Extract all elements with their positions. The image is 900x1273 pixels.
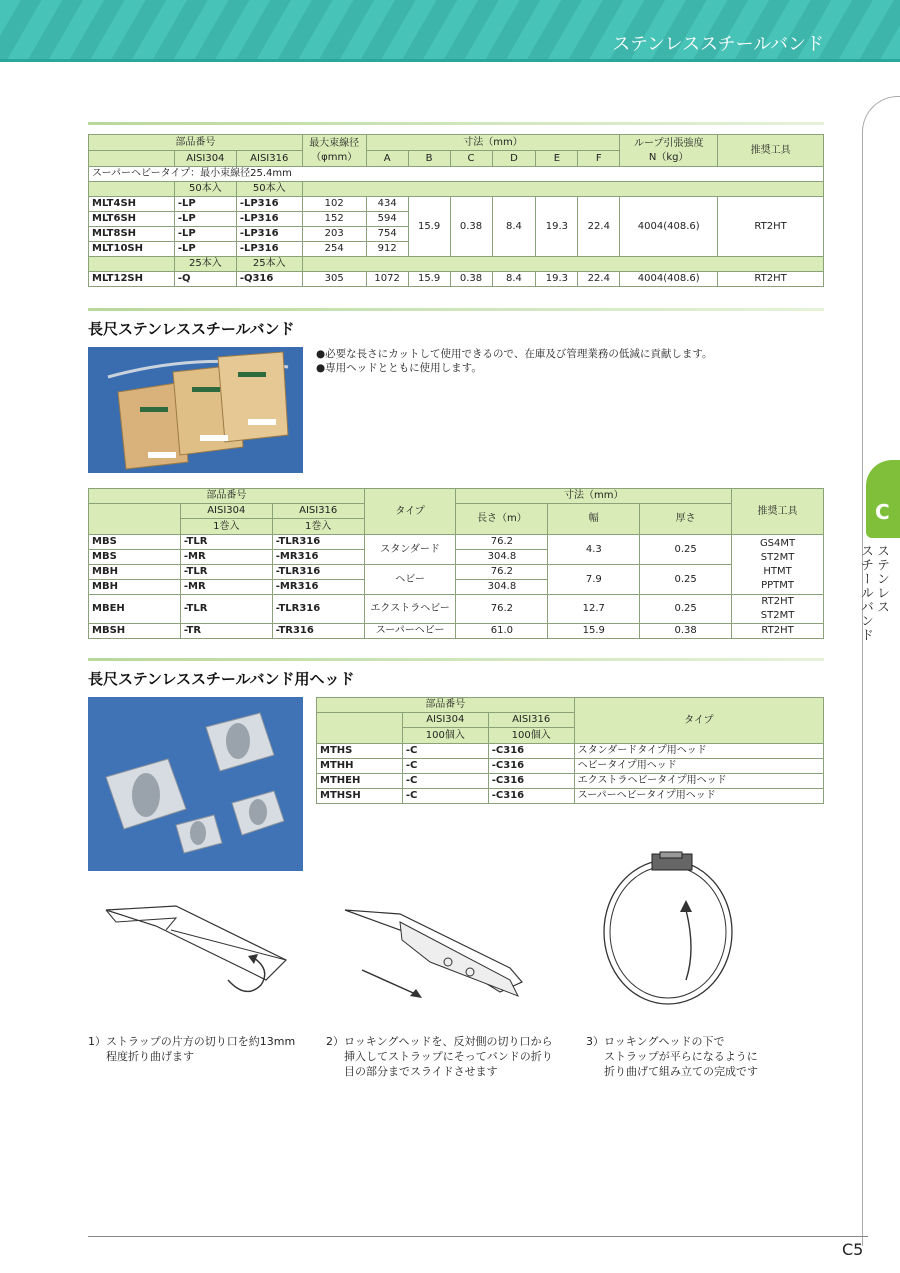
th3-aisi316: AISI316 bbox=[488, 713, 574, 728]
section-tab-letter: C bbox=[875, 500, 890, 524]
th-maxdia: 最大束線径 （φmm） bbox=[302, 135, 366, 167]
spec-table-2 bbox=[88, 488, 824, 639]
th2-part: 部品番号 bbox=[89, 489, 365, 504]
table-row: MLT8SH -LP -LP316 203 754 bbox=[89, 227, 824, 242]
divider-3 bbox=[88, 658, 824, 661]
sidebar-frame bbox=[862, 96, 900, 1246]
table-row: MLT4SH -LP -LP316 102 434 15.9 0.38 8.4 19.3 22.4 4004(408.6) RT2HT bbox=[89, 197, 824, 212]
th-dim-d: D bbox=[492, 151, 536, 167]
table-row: MLT10SH -LP -LP316 254 912 bbox=[89, 242, 824, 257]
pack1-316: 50本入 bbox=[236, 182, 302, 197]
th3-aisi304: AISI304 bbox=[402, 713, 488, 728]
type-note: スーパーヘビータイプ：最小束線径25.4mm bbox=[89, 167, 824, 182]
th-dim-a: A bbox=[366, 151, 408, 167]
table-row: MBSH -TR -TR316 スーパーヘビー 61.0 15.9 0.38 RT2HT bbox=[89, 624, 824, 639]
spec-table-1 bbox=[88, 134, 824, 287]
th3-type: タイプ bbox=[574, 698, 823, 744]
th2-pack304: 1巻入 bbox=[180, 519, 272, 535]
bullet-2: ●専用ヘッドとともに使用します。 bbox=[316, 362, 482, 374]
th2-aisi304: AISI304 bbox=[180, 504, 272, 519]
th-dim: 寸法（mm） bbox=[366, 135, 620, 151]
section-tab[interactable] bbox=[866, 460, 900, 538]
th-aisi316: AISI316 bbox=[236, 151, 302, 167]
th-dim-b: B bbox=[408, 151, 450, 167]
th2-len: 長さ（m） bbox=[456, 504, 548, 535]
step1-caption: 1）ストラップの片方の切り口を約13mm 程度折り曲げます bbox=[88, 1035, 296, 1063]
step2-caption: 2）ロッキングヘッドを、反対側の切り口から 挿入してストラップにそってバンドの折り 目の部分までスライドさせます bbox=[326, 1035, 553, 1078]
section2-title: 長尺ステンレススチールバンド bbox=[88, 320, 295, 338]
table-row: MTHSH -C -C316 スーパーヘビータイプ用ヘッド bbox=[317, 789, 824, 804]
table-row: MTHS -C -C316 スタンダードタイプ用ヘッド bbox=[317, 744, 824, 759]
th-dim-c: C bbox=[450, 151, 492, 167]
th-dim-f: F bbox=[578, 151, 620, 167]
th2-dim: 寸法（mm） bbox=[456, 489, 732, 504]
section2-bullets bbox=[316, 347, 713, 375]
divider-2 bbox=[88, 308, 824, 311]
side-label-1: ステンレス bbox=[874, 544, 889, 614]
pack2-316: 25本入 bbox=[236, 257, 302, 272]
table-row: MBS -TLR -TLR316 スタンダード 76.2 4.3 0.25 GS4MT ST2MT HTMT PPTMT bbox=[89, 535, 824, 550]
th3-part: 部品番号 bbox=[317, 698, 575, 713]
step3-caption: 3）ロッキングヘッドの下で ストラップが平らになるように 折り曲げて組み立ての完成です bbox=[586, 1035, 758, 1078]
th-blank bbox=[89, 151, 175, 167]
step3-illustration bbox=[596, 840, 746, 1020]
page-number: C5 bbox=[842, 1240, 864, 1259]
table-row: MTHEH -C -C316 エクストラヘビータイプ用ヘッド bbox=[317, 774, 824, 789]
step2-illustration bbox=[340, 900, 540, 1010]
divider-1 bbox=[88, 122, 824, 125]
th2-aisi316: AISI316 bbox=[272, 504, 364, 519]
band-boxes-photo bbox=[88, 347, 303, 473]
th3-pack316: 100個入 bbox=[488, 728, 574, 744]
th-dim-e: E bbox=[536, 151, 578, 167]
table-row: MLT12SH -Q -Q316 305 1072 15.9 0.38 8.4 19.3 22.4 4004(408.6) RT2HT bbox=[89, 272, 824, 287]
footer-line bbox=[88, 1236, 868, 1237]
th2-width: 幅 bbox=[548, 504, 640, 535]
table-row: MBH -MR -MR316 304.8 bbox=[89, 580, 824, 595]
th2-tool: 推奨工具 bbox=[732, 489, 824, 535]
th-aisi304: AISI304 bbox=[174, 151, 236, 167]
table-row: MBS -MR -MR316 304.8 bbox=[89, 550, 824, 565]
page-title: ステンレススチールバンド bbox=[612, 34, 824, 55]
th-loop: ループ引張強度 N（kg） bbox=[620, 135, 718, 167]
bullet-1: ●必要な長さにカットして使用できるので、在庫及び管理業務の低減に貢献します。 bbox=[316, 348, 713, 360]
pack2-304: 25本入 bbox=[174, 257, 236, 272]
th-part: 部品番号 bbox=[89, 135, 303, 151]
section3-title: 長尺ステンレススチールバンド用ヘッド bbox=[88, 670, 355, 688]
step1-illustration bbox=[96, 900, 296, 1010]
pack1-304: 50本入 bbox=[174, 182, 236, 197]
table-row: MLT6SH -LP -LP316 152 594 bbox=[89, 212, 824, 227]
table-row: MBEH -TLR -TLR316 エクストラヘビー 76.2 12.7 0.25 RT2HT ST2MT bbox=[89, 595, 824, 624]
th3-pack304: 100個入 bbox=[402, 728, 488, 744]
th2-thick: 厚さ bbox=[640, 504, 732, 535]
th-tool: 推奨工具 bbox=[718, 135, 824, 167]
table-row: MTHH -C -C316 ヘビータイプ用ヘッド bbox=[317, 759, 824, 774]
page-header bbox=[0, 0, 900, 62]
table-row: MBH -TLR -TLR316 ヘビー 76.2 7.9 0.25 bbox=[89, 565, 824, 580]
spec-table-3 bbox=[316, 697, 824, 804]
side-label-2: スチールバンド bbox=[858, 544, 873, 642]
th2-pack316: 1巻入 bbox=[272, 519, 364, 535]
th2-type: タイプ bbox=[364, 489, 456, 535]
locking-heads-photo bbox=[88, 697, 303, 871]
